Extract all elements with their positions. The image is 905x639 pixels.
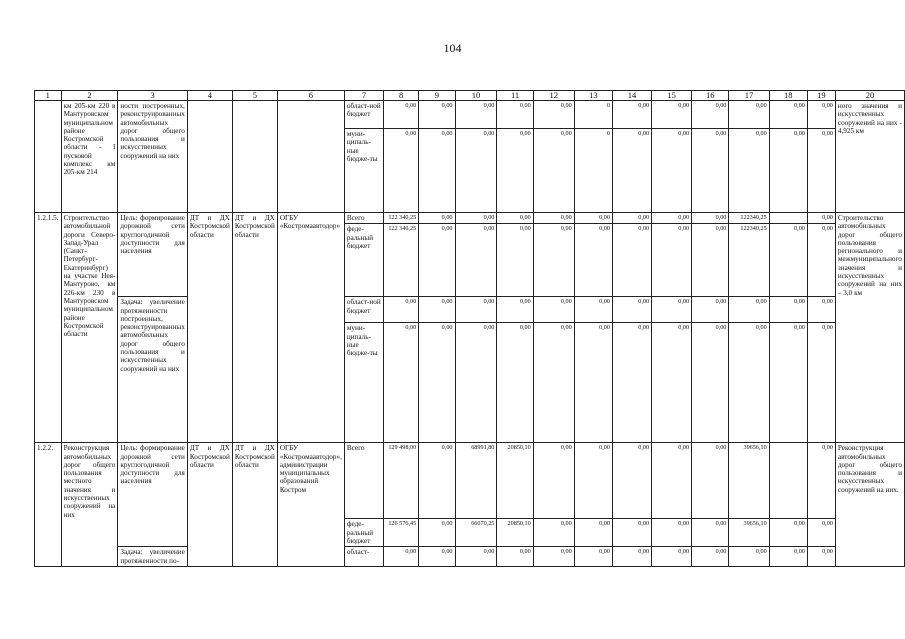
column-number: 3 bbox=[118, 91, 188, 101]
amount-cell: 0,00 bbox=[533, 519, 574, 547]
item-name: Реконструкция автомобильных дорог общего пользования местного значения и искусственных сооружений на них bbox=[61, 443, 118, 567]
amount-cell: 0,00 bbox=[455, 547, 497, 567]
amount-cell: 0,00 bbox=[652, 297, 692, 323]
amount-cell: 0,00 bbox=[384, 323, 419, 443]
amount-cell: 0,00 bbox=[533, 224, 574, 297]
item-name: км 205-км 220 в Мантуровском муниципальном районе Костромской области - I пусковой комплекс км 205-км 214 bbox=[61, 101, 118, 213]
amount-cell: 0,00 bbox=[533, 323, 574, 443]
item-name: Строительство автомобильной дороги Северо-Запад-Урал (Санкт-Петербург-Екатеринбург) на участке Нея-Мантурово, км 226-км 230 в Мантуровском муниципальном районе Костромской области bbox=[61, 213, 118, 443]
funding-source: област-ной бюджет bbox=[344, 101, 383, 129]
amount-cell: 0,00 bbox=[384, 547, 419, 567]
expected-result: Строительство автомобильных дорог общего пользования регионального и межмуниципального значения и искусственных сооружений на них – 3,0 км bbox=[835, 213, 904, 443]
table-row bbox=[35, 443, 905, 519]
amount-cell: 0,00 bbox=[497, 547, 533, 567]
amount-cell: 0,00 bbox=[769, 297, 807, 323]
amount-cell: 0,00 bbox=[419, 297, 455, 323]
amount-cell: 0,00 bbox=[574, 323, 612, 443]
column-number-row bbox=[35, 91, 905, 101]
amount-cell: 0,00 bbox=[692, 101, 729, 129]
amount-cell: 0,00 bbox=[652, 129, 692, 213]
amount-cell: 0,00 bbox=[612, 213, 651, 224]
column-number: 11 bbox=[497, 91, 533, 101]
amount-cell: 0,00 bbox=[497, 101, 533, 129]
item-number: 1.2.1.5. bbox=[35, 213, 62, 443]
amount-cell: 0,00 bbox=[729, 297, 769, 323]
item-goal: Цель: формирование дорожной сети круглогодичной доступности для населения bbox=[118, 443, 188, 547]
amount-cell: 0,00 bbox=[533, 547, 574, 567]
amount-cell: 0,00 bbox=[533, 297, 574, 323]
column-number: 14 bbox=[612, 91, 651, 101]
amount-cell: 39656,10 bbox=[729, 443, 769, 519]
amount-cell: 122340,25 bbox=[729, 224, 769, 297]
amount-cell: 0,00 bbox=[807, 547, 835, 567]
amount-cell: 0,00 bbox=[769, 323, 807, 443]
amount-cell: 0,00 bbox=[455, 129, 497, 213]
amount-cell bbox=[769, 213, 807, 224]
coexecutor-cell: ДТ и ДХ Костромской области bbox=[232, 443, 277, 567]
column-number: 4 bbox=[187, 91, 232, 101]
amount-cell: 0,00 bbox=[692, 297, 729, 323]
funding-source: феде-ральный бюджет bbox=[344, 224, 383, 297]
amount-cell: 0,00 bbox=[384, 297, 419, 323]
amount-cell: 122340,25 bbox=[729, 213, 769, 224]
item-task: Задача: увеличение протяженности по- bbox=[118, 547, 188, 567]
table-row bbox=[35, 547, 905, 567]
executor-cell bbox=[187, 101, 232, 213]
amount-cell: 0,00 bbox=[533, 443, 574, 519]
amount-cell: 0,00 bbox=[574, 213, 612, 224]
amount-cell: 0,00 bbox=[652, 547, 692, 567]
amount-cell: 0,00 bbox=[652, 224, 692, 297]
amount-cell: 122 340,25 bbox=[384, 224, 419, 297]
amount-cell: 0,00 bbox=[612, 129, 651, 213]
amount-cell: 0,00 bbox=[533, 101, 574, 129]
amount-cell: 0,00 bbox=[574, 547, 612, 567]
amount-cell: 0 bbox=[574, 129, 612, 213]
column-number: 18 bbox=[769, 91, 807, 101]
amount-cell: 0,00 bbox=[729, 323, 769, 443]
funding-source: област-ной бюджет bbox=[344, 297, 383, 323]
amount-cell: 0,00 bbox=[807, 297, 835, 323]
amount-cell: 0,00 bbox=[497, 224, 533, 297]
amount-cell: 0,00 bbox=[419, 443, 455, 519]
coexecutor-cell bbox=[232, 101, 277, 213]
item-number: 1.2.2. bbox=[35, 443, 62, 567]
amount-cell: 0,00 bbox=[497, 297, 533, 323]
amount-cell: 0,00 bbox=[419, 224, 455, 297]
amount-cell bbox=[769, 443, 807, 519]
column-number: 5 bbox=[232, 91, 277, 101]
column-number: 17 bbox=[729, 91, 769, 101]
amount-cell: 68991,80 bbox=[455, 443, 497, 519]
amount-cell: 0,00 bbox=[384, 101, 419, 129]
amount-cell: 0,00 bbox=[497, 213, 533, 224]
amount-cell: 0,00 bbox=[652, 213, 692, 224]
amount-cell: 0,00 bbox=[769, 519, 807, 547]
amount-cell: 0,00 bbox=[652, 443, 692, 519]
amount-cell: 0,00 bbox=[419, 129, 455, 213]
executor-cell: ДТ и ДХ Костромской области bbox=[187, 213, 232, 443]
amount-cell: 0,00 bbox=[729, 101, 769, 129]
amount-cell: 20850,10 bbox=[497, 443, 533, 519]
column-number: 1 bbox=[35, 91, 62, 101]
amount-cell: 0,00 bbox=[384, 129, 419, 213]
amount-cell: 0,00 bbox=[769, 547, 807, 567]
amount-cell: 0,00 bbox=[612, 519, 651, 547]
amount-cell: 0,00 bbox=[769, 224, 807, 297]
table-row bbox=[35, 297, 905, 323]
recipient-cell: ОГБУ «Костромаавтодор», администрации муниципальных образований Костром bbox=[277, 443, 344, 567]
amount-cell: 0,00 bbox=[612, 547, 651, 567]
item-task: Задача: увеличение протяженности построенных, реконструированных автомобильных дорог общего пользования и искусственных сооружений на них bbox=[118, 297, 188, 443]
amount-cell: 66070,25 bbox=[455, 519, 497, 547]
amount-cell: 0,00 bbox=[419, 101, 455, 129]
amount-cell: 0 bbox=[574, 101, 612, 129]
amount-cell: 0,00 bbox=[692, 213, 729, 224]
amount-cell: 0,00 bbox=[497, 129, 533, 213]
amount-cell: 0,00 bbox=[612, 224, 651, 297]
amount-cell: 20850,10 bbox=[497, 519, 533, 547]
amount-cell: 0,00 bbox=[692, 323, 729, 443]
amount-cell: 0,00 bbox=[574, 519, 612, 547]
program-table bbox=[34, 90, 905, 567]
expected-result: ного значения и искусственных сооружений на них - 4,925 км bbox=[835, 101, 904, 213]
funding-source: муни-ципаль-ные бюдже-ты bbox=[344, 323, 383, 443]
amount-cell: 0,00 bbox=[497, 323, 533, 443]
recipient-cell bbox=[277, 101, 344, 213]
amount-cell: 0,00 bbox=[574, 443, 612, 519]
executor-cell: ДТ и ДХ Костромской области bbox=[187, 443, 232, 567]
amount-cell: 0,00 bbox=[455, 323, 497, 443]
column-number: 10 bbox=[455, 91, 497, 101]
amount-cell: 0,00 bbox=[729, 129, 769, 213]
amount-cell: 0,00 bbox=[455, 213, 497, 224]
amount-cell: 0,00 bbox=[612, 443, 651, 519]
recipient-cell: ОГБУ «Костромаавтодор» bbox=[277, 213, 344, 443]
amount-cell: 0,00 bbox=[807, 519, 835, 547]
funding-source: Всего bbox=[344, 443, 383, 519]
funding-source: Всего bbox=[344, 213, 383, 224]
amount-cell: 0,00 bbox=[419, 213, 455, 224]
amount-cell: 0,00 bbox=[807, 224, 835, 297]
page-number: 104 bbox=[443, 41, 462, 55]
amount-cell: 0,00 bbox=[652, 101, 692, 129]
amount-cell: 39656,10 bbox=[729, 519, 769, 547]
table-row bbox=[35, 101, 905, 129]
funding-source: феде-ральный бюджет bbox=[344, 519, 383, 547]
amount-cell: 0,00 bbox=[455, 101, 497, 129]
amount-cell: 0,00 bbox=[769, 129, 807, 213]
amount-cell: 0,00 bbox=[574, 224, 612, 297]
column-number: 2 bbox=[61, 91, 118, 101]
item-goal: Цель: формирование дорожной сети круглогодичной доступности для населения bbox=[118, 213, 188, 297]
amount-cell: 0,00 bbox=[692, 443, 729, 519]
amount-cell: 0,00 bbox=[652, 323, 692, 443]
amount-cell: 0,00 bbox=[692, 129, 729, 213]
amount-cell: 126 576,45 bbox=[384, 519, 419, 547]
column-number: 9 bbox=[419, 91, 455, 101]
column-number: 7 bbox=[344, 91, 383, 101]
amount-cell: 0,00 bbox=[574, 297, 612, 323]
column-number: 16 bbox=[692, 91, 729, 101]
amount-cell: 0,00 bbox=[807, 443, 835, 519]
item-goal: ности построенных, реконструированных автомобильных дорог общего пользования и искусственных сооружений на них bbox=[118, 101, 188, 213]
table-row bbox=[35, 213, 905, 224]
amount-cell: 0,00 bbox=[455, 224, 497, 297]
amount-cell: 0,00 bbox=[807, 323, 835, 443]
funding-source: муни-ципаль-ные бюдже-ты bbox=[344, 129, 383, 213]
amount-cell: 0,00 bbox=[729, 547, 769, 567]
amount-cell: 0,00 bbox=[692, 519, 729, 547]
amount-cell: 0,00 bbox=[419, 323, 455, 443]
item-number bbox=[35, 101, 62, 213]
column-number: 15 bbox=[652, 91, 692, 101]
amount-cell: 0,00 bbox=[455, 297, 497, 323]
amount-cell: 0,00 bbox=[769, 101, 807, 129]
amount-cell: 129 498,00 bbox=[384, 443, 419, 519]
amount-cell: 0,00 bbox=[807, 213, 835, 224]
amount-cell: 0,00 bbox=[692, 547, 729, 567]
coexecutor-cell: ДТ и ДХ Костромской области bbox=[232, 213, 277, 443]
amount-cell: 122 340,25 bbox=[384, 213, 419, 224]
amount-cell: 0,00 bbox=[612, 101, 651, 129]
amount-cell: 0,00 bbox=[533, 213, 574, 224]
amount-cell: 0,00 bbox=[419, 519, 455, 547]
amount-cell: 0,00 bbox=[807, 129, 835, 213]
amount-cell: 0,00 bbox=[692, 224, 729, 297]
column-number: 13 bbox=[574, 91, 612, 101]
amount-cell: 0,00 bbox=[612, 323, 651, 443]
amount-cell: 0,00 bbox=[612, 297, 651, 323]
amount-cell: 0,00 bbox=[652, 519, 692, 547]
column-number: 12 bbox=[533, 91, 574, 101]
expected-result: Реконструкция автомобильных дорог общего пользования и искусственных сооружений на них. bbox=[835, 443, 904, 567]
column-number: 8 bbox=[384, 91, 419, 101]
amount-cell: 0,00 bbox=[807, 101, 835, 129]
column-number: 6 bbox=[277, 91, 344, 101]
amount-cell: 0,00 bbox=[533, 129, 574, 213]
column-number: 20 bbox=[835, 91, 904, 101]
funding-source: област- bbox=[344, 547, 383, 567]
amount-cell: 0,00 bbox=[419, 547, 455, 567]
column-number: 19 bbox=[807, 91, 835, 101]
